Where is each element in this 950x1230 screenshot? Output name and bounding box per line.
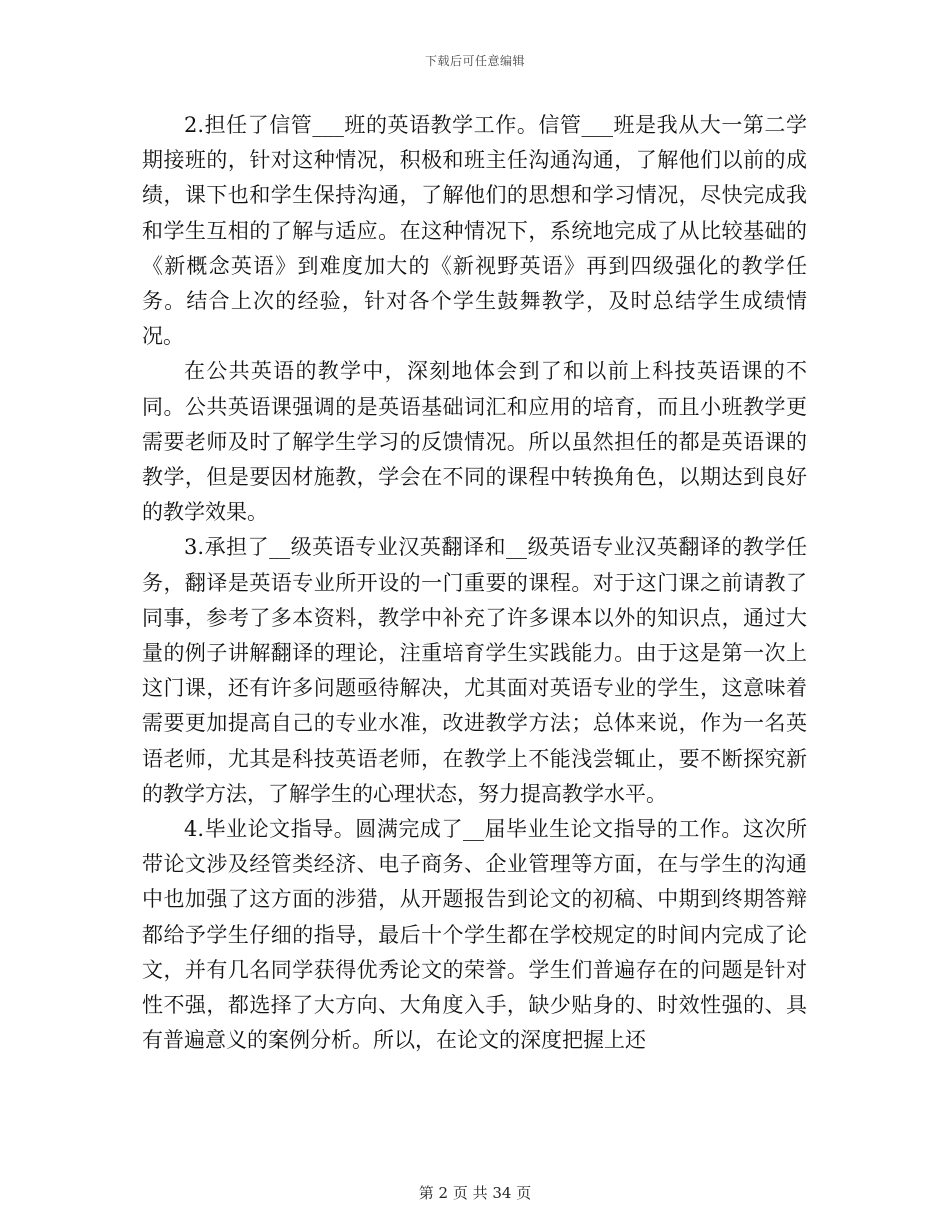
paragraph: 3.承担了__级英语专业汉英翻译和__级英语专业汉英翻译的教学任务，翻译是英语专业所开设的一门重要的课程。对于这门课之前请教了同事，参考了多本资料，教学中补充了许多课本以外的知识点，通过大量的例子讲解翻译的理论，注重培育学生实践能力。由于这是第一次上这门课，还有许多问题亟待解决，尤其面对英语专业的学生，这意味着需要更加提高自己的专业水准，改进教学方法；总体来说，作为一名英语老师，尤其是科技英语老师，在教学上不能浅尝辄止，要不断探究新的教学方法，了解学生的心理状态，努力提高教学水平。 <box>142 535 807 806</box>
document-body <box>142 108 807 1058</box>
page-header: 下载后可任意编辑 <box>424 54 525 68</box>
page-footer: 第 2 页 共 34 页 <box>418 1184 532 1202</box>
paragraph: 2.担任了信管___班的英语教学工作。信管___班是我从大一第二学期接班的，针对这种情况，积极和班主任沟通沟通，了解他们以前的成绩，课下也和学生保持沟通，了解他们的思想和学习情况，尽快完成我和学生互相的了解与适应。在这种情况下，系统地完成了从比较基础的《新概念英语》到难度加大的《新视野英语》再到四级强化的教学任务。结合上次的经验，针对各个学生鼓舞教学，及时总结学生成绩情况。 <box>142 113 807 349</box>
paragraph: 4.毕业论文指导。圆满完成了__届毕业生论文指导的工作。这次所带论文涉及经管类经济、电子商务、企业管理等方面，在与学生的沟通中也加强了这方面的涉猎，从开题报告到论文的初稿、中期到终期答辩都给予学生仔细的指导，最后十个学生都在学校规定的时间内完成了论文，并有几名同学获得优秀论文的荣誉。学生们普遍存在的问题是针对性不强，都选择了大方向、大角度入手，缺少贴身的、时效性强的、具有普遍意义的案例分析。所以，在论文的深度把握上还 <box>142 817 807 1053</box>
paragraph: 在公共英语的教学中，深刻地体会到了和以前上科技英语课的不同。公共英语课强调的是英语基础词汇和应用的培育，而且小班教学更需要老师及时了解学生学习的反馈情况。所以虽然担任的都是英语课的教学，但是要因材施教，学会在不同的课程中转换角色，以期达到良好的教学效果。 <box>142 359 807 525</box>
